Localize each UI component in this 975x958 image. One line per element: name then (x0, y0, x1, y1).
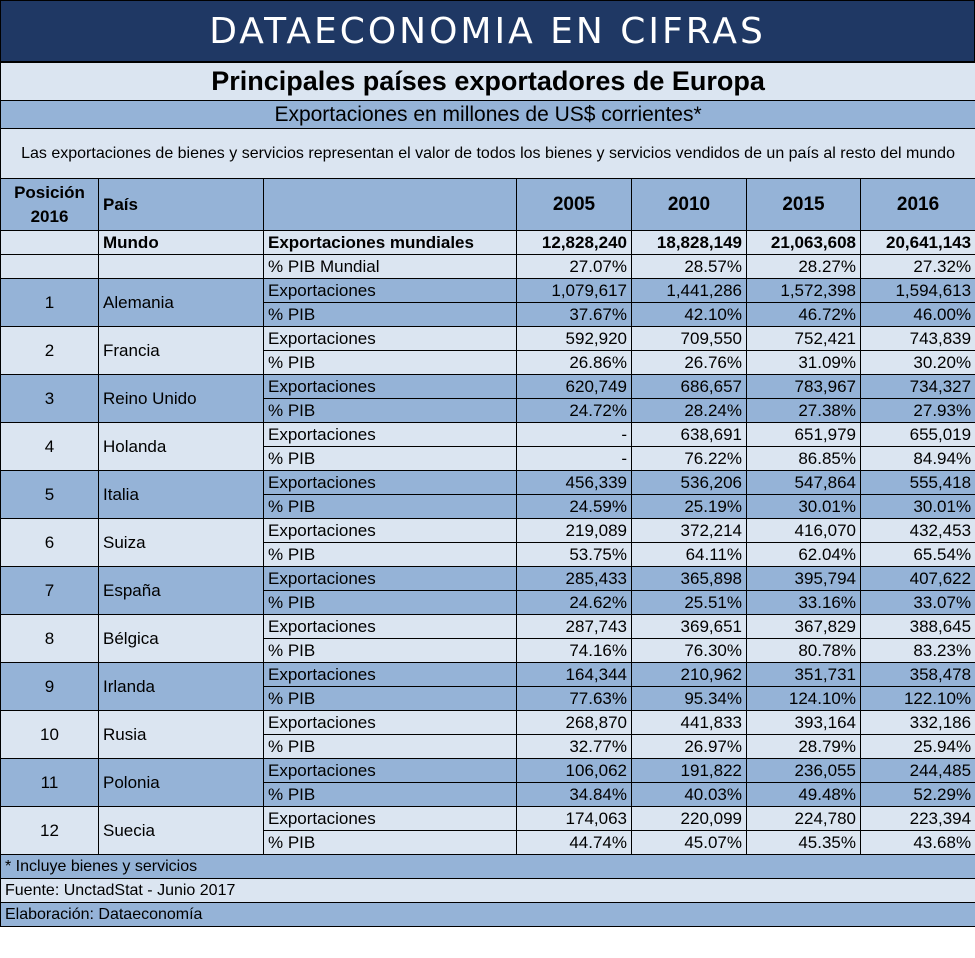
row-label-exports: Exportaciones (264, 759, 517, 783)
row-label-pib: % PIB (264, 543, 517, 567)
header-year: 2010 (632, 179, 747, 231)
pib-value: 86.85% (747, 447, 861, 471)
exports-value: 686,657 (632, 375, 747, 399)
exports-value: 651,979 (747, 423, 861, 447)
pib-value: 26.76% (632, 351, 747, 375)
table-row (1, 711, 975, 735)
header-year: 2005 (517, 179, 632, 231)
world-row (1, 231, 975, 255)
row-label-exports: Exportaciones (264, 375, 517, 399)
pib-value: 30.01% (747, 495, 861, 519)
table-row (1, 327, 975, 351)
world-value: 28.57% (632, 255, 747, 279)
pib-value: 24.72% (517, 399, 632, 423)
country-position: 12 (1, 807, 99, 855)
world-pos (1, 255, 99, 279)
pib-value: 84.94% (861, 447, 975, 471)
pib-value: 65.54% (861, 543, 975, 567)
table-description: Las exportaciones de bienes y servicios representan el valor de todos los bienes y servicios vendidos de un país al resto del mundo (1, 129, 975, 179)
pib-value: 42.10% (632, 303, 747, 327)
pib-value: 44.74% (517, 831, 632, 855)
pib-value: 32.77% (517, 735, 632, 759)
row-label-pib: % PIB (264, 735, 517, 759)
pib-value: 76.22% (632, 447, 747, 471)
row-label-pib: % PIB (264, 687, 517, 711)
country-position: 3 (1, 375, 99, 423)
country-name: Francia (99, 327, 264, 375)
country-name: Alemania (99, 279, 264, 327)
pib-value: 40.03% (632, 783, 747, 807)
row-label-exports: Exportaciones (264, 807, 517, 831)
country-name: España (99, 567, 264, 615)
world-label: Exportaciones mundiales (264, 231, 517, 255)
table-row (1, 759, 975, 783)
country-name: Suecia (99, 807, 264, 855)
table-row (1, 615, 975, 639)
exports-value: 536,206 (632, 471, 747, 495)
exports-value: 734,327 (861, 375, 975, 399)
exports-value: 388,645 (861, 615, 975, 639)
exports-value: 407,622 (861, 567, 975, 591)
country-position: 8 (1, 615, 99, 663)
pib-value: 95.34% (632, 687, 747, 711)
exports-value: 620,749 (517, 375, 632, 399)
pib-value: 45.35% (747, 831, 861, 855)
exports-value: 1,572,398 (747, 279, 861, 303)
pib-value: 64.11% (632, 543, 747, 567)
pib-value: 52.29% (861, 783, 975, 807)
pib-value: - (517, 447, 632, 471)
exports-value: 210,962 (632, 663, 747, 687)
exports-value: 393,164 (747, 711, 861, 735)
row-label-pib: % PIB (264, 399, 517, 423)
pib-value: 31.09% (747, 351, 861, 375)
world-pib-row (1, 255, 975, 279)
table-row (1, 375, 975, 399)
world-value: 20,641,143 (861, 231, 975, 255)
row-label-pib: % PIB (264, 831, 517, 855)
pib-value: 46.72% (747, 303, 861, 327)
pib-value: 25.94% (861, 735, 975, 759)
exports-value: 220,099 (632, 807, 747, 831)
exports-value: 164,344 (517, 663, 632, 687)
row-label-pib: % PIB (264, 447, 517, 471)
row-label-exports: Exportaciones (264, 519, 517, 543)
pib-value: 30.20% (861, 351, 975, 375)
table-row (1, 519, 975, 543)
table-row (1, 567, 975, 591)
table-row (1, 279, 975, 303)
exports-value: 219,089 (517, 519, 632, 543)
exports-value: 106,062 (517, 759, 632, 783)
pib-value: 46.00% (861, 303, 975, 327)
pib-value: 74.16% (517, 639, 632, 663)
row-label-exports: Exportaciones (264, 615, 517, 639)
country-position: 9 (1, 663, 99, 711)
country-position: 2 (1, 327, 99, 375)
exports-value: 743,839 (861, 327, 975, 351)
pib-value: 24.62% (517, 591, 632, 615)
row-label-pib: % PIB (264, 351, 517, 375)
credit-note: Elaboración: Dataeconomía (1, 903, 975, 927)
pib-value: 80.78% (747, 639, 861, 663)
exports-value: 244,485 (861, 759, 975, 783)
table-row (1, 663, 975, 687)
pib-value: 76.30% (632, 639, 747, 663)
exports-value: 592,920 (517, 327, 632, 351)
pib-value: 37.67% (517, 303, 632, 327)
exports-value: 752,421 (747, 327, 861, 351)
country-position: 1 (1, 279, 99, 327)
footnote: * Incluye bienes y servicios (1, 855, 975, 879)
pib-value: 83.23% (861, 639, 975, 663)
world-value: 21,063,608 (747, 231, 861, 255)
country-name: Suiza (99, 519, 264, 567)
exports-value: 441,833 (632, 711, 747, 735)
exports-value: 268,870 (517, 711, 632, 735)
row-label-exports: Exportaciones (264, 279, 517, 303)
exports-value: 332,186 (861, 711, 975, 735)
world-name (99, 255, 264, 279)
pib-value: 34.84% (517, 783, 632, 807)
pib-value: 27.38% (747, 399, 861, 423)
exports-value: 236,055 (747, 759, 861, 783)
pib-value: 124.10% (747, 687, 861, 711)
banner-title: DATAECONOMIA EN CIFRAS (0, 0, 975, 62)
exports-value: 351,731 (747, 663, 861, 687)
exports-value: 224,780 (747, 807, 861, 831)
exports-value: 287,743 (517, 615, 632, 639)
pib-value: 53.75% (517, 543, 632, 567)
country-name: Irlanda (99, 663, 264, 711)
row-label-exports: Exportaciones (264, 711, 517, 735)
world-name: Mundo (99, 231, 264, 255)
pib-value: 26.86% (517, 351, 632, 375)
country-position: 6 (1, 519, 99, 567)
pib-value: 26.97% (632, 735, 747, 759)
pib-value: 122.10% (861, 687, 975, 711)
row-label-exports: Exportaciones (264, 471, 517, 495)
world-pos (1, 231, 99, 255)
exports-value: - (517, 423, 632, 447)
exports-value: 1,079,617 (517, 279, 632, 303)
table-subtitle: Exportaciones en millones de US$ corrientes* (1, 101, 975, 129)
exports-value: 174,063 (517, 807, 632, 831)
pib-value: 27.93% (861, 399, 975, 423)
exports-value: 555,418 (861, 471, 975, 495)
pib-value: 30.01% (861, 495, 975, 519)
exports-value: 191,822 (632, 759, 747, 783)
exports-value: 655,019 (861, 423, 975, 447)
exports-value: 709,550 (632, 327, 747, 351)
exports-value: 367,829 (747, 615, 861, 639)
pib-value: 62.04% (747, 543, 861, 567)
header-row (1, 179, 975, 231)
exports-value: 416,070 (747, 519, 861, 543)
row-label-pib: % PIB (264, 783, 517, 807)
pib-value: 49.48% (747, 783, 861, 807)
country-position: 5 (1, 471, 99, 519)
country-position: 11 (1, 759, 99, 807)
pib-value: 33.16% (747, 591, 861, 615)
pib-value: 28.79% (747, 735, 861, 759)
pib-value: 25.19% (632, 495, 747, 519)
row-label-pib: % PIB (264, 303, 517, 327)
world-value: 28.27% (747, 255, 861, 279)
pib-value: 24.59% (517, 495, 632, 519)
world-value: 18,828,149 (632, 231, 747, 255)
row-label-exports: Exportaciones (264, 663, 517, 687)
pib-value: 45.07% (632, 831, 747, 855)
world-value: 12,828,240 (517, 231, 632, 255)
exports-value: 223,394 (861, 807, 975, 831)
world-value: 27.07% (517, 255, 632, 279)
row-label-exports: Exportaciones (264, 423, 517, 447)
country-name: Reino Unido (99, 375, 264, 423)
table-row (1, 423, 975, 447)
exports-value: 783,967 (747, 375, 861, 399)
exports-table (0, 62, 975, 927)
country-name: Rusia (99, 711, 264, 759)
pib-value: 43.68% (861, 831, 975, 855)
row-label-exports: Exportaciones (264, 327, 517, 351)
exports-value: 365,898 (632, 567, 747, 591)
table-row (1, 471, 975, 495)
pib-value: 28.24% (632, 399, 747, 423)
exports-value: 1,441,286 (632, 279, 747, 303)
country-position: 7 (1, 567, 99, 615)
pib-value: 33.07% (861, 591, 975, 615)
country-name: Polonia (99, 759, 264, 807)
row-label-pib: % PIB (264, 591, 517, 615)
table-title: Principales países exportadores de Europa (1, 63, 975, 101)
pib-value: 25.51% (632, 591, 747, 615)
header-country: País (99, 179, 264, 231)
source-note: Fuente: UnctadStat - Junio 2017 (1, 879, 975, 903)
exports-value: 547,864 (747, 471, 861, 495)
world-label: % PIB Mundial (264, 255, 517, 279)
header-year: 2016 (861, 179, 975, 231)
country-name: Bélgica (99, 615, 264, 663)
country-rows (1, 279, 975, 855)
country-position: 4 (1, 423, 99, 471)
world-value: 27.32% (861, 255, 975, 279)
exports-value: 1,594,613 (861, 279, 975, 303)
header-position: Posición 2016 (1, 179, 99, 231)
row-label-pib: % PIB (264, 639, 517, 663)
exports-value: 638,691 (632, 423, 747, 447)
exports-value: 456,339 (517, 471, 632, 495)
exports-value: 358,478 (861, 663, 975, 687)
country-name: Italia (99, 471, 264, 519)
table-row (1, 807, 975, 831)
exports-value: 395,794 (747, 567, 861, 591)
header-blank (264, 179, 517, 231)
exports-value: 372,214 (632, 519, 747, 543)
row-label-pib: % PIB (264, 495, 517, 519)
header-year: 2015 (747, 179, 861, 231)
country-name: Holanda (99, 423, 264, 471)
exports-value: 369,651 (632, 615, 747, 639)
pib-value: 77.63% (517, 687, 632, 711)
exports-value: 432,453 (861, 519, 975, 543)
row-label-exports: Exportaciones (264, 567, 517, 591)
exports-value: 285,433 (517, 567, 632, 591)
country-position: 10 (1, 711, 99, 759)
